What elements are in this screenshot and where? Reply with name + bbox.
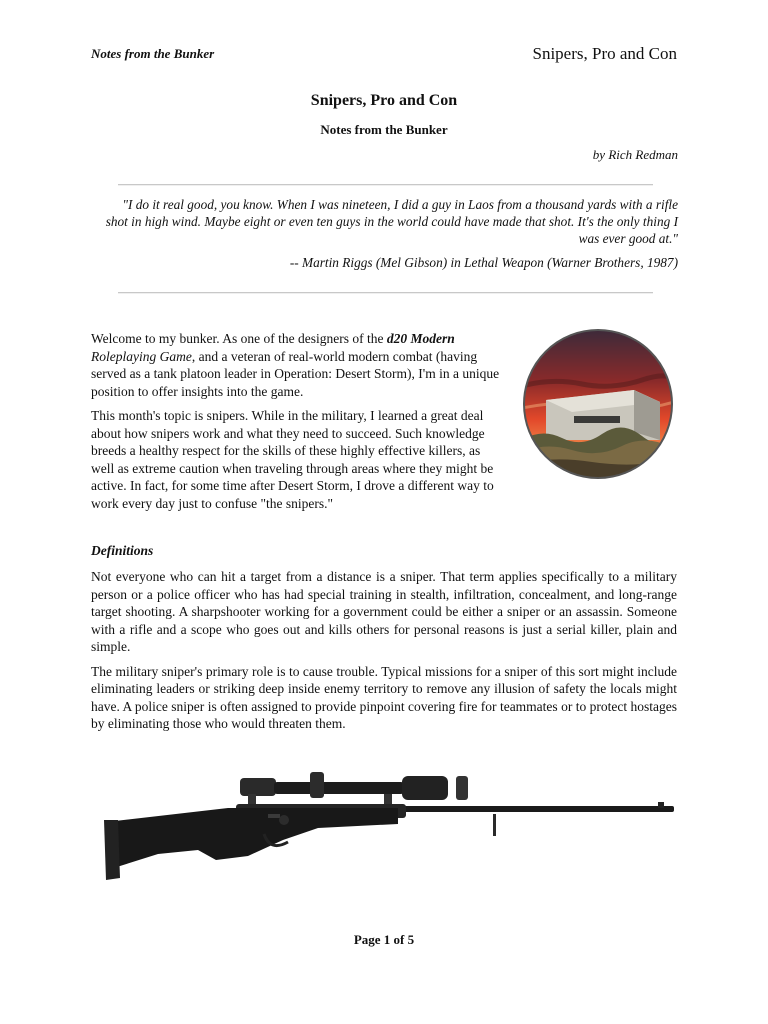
epigraph-quote bbox=[100, 196, 678, 271]
running-header-left: Notes from the Bunker bbox=[91, 46, 215, 61]
bunker-illustration-icon bbox=[522, 328, 674, 480]
sniper-rifle-illustration-icon bbox=[98, 762, 680, 886]
article-subtitle: Notes from the Bunker bbox=[320, 122, 448, 137]
article-title: Snipers, Pro and Con bbox=[310, 92, 458, 109]
quote-text: "I do it real good, you know. When I was nineteen, I did a guy in Laos from a thousand yards with a rifle shot in high wind. Maybe eight or even ten guys in the world could have made that shot. It's the only thing I was ever good at." bbox=[105, 197, 678, 246]
definitions-paragraph-2: The military sniper's primary role is to cause trouble. Typical missions for a sniper of this sort might include eliminating leaders or striking deep inside enemy territory to remove any illusion of safety the locals might have. A police sniper is often assigned to provide pinpoint covering fire for teammates or to protect hostages by eliminating those who would threaten them. bbox=[91, 663, 677, 731]
running-header-right: Snipers, Pro and Con bbox=[532, 44, 677, 63]
definitions-section bbox=[91, 568, 677, 740]
quote-attribution: -- Martin Riggs (Mel Gibson) in Lethal Weapon (Warner Brothers, 1987) bbox=[289, 255, 678, 270]
definitions-paragraph-1: Not everyone who can hit a target from a distance is a sniper. That term applies specifically to a military person or a police officer who has had special training in stealth, infiltration, concealment, and long-range target shooting. A sharpshooter working for a government could be either a sniper or an assassin. Someone with a rifle and a scope who goes out and kills others for personal reasons is just a serial killer, plain and simple. bbox=[91, 569, 677, 654]
article-byline: by Rich Redman bbox=[592, 147, 678, 162]
quote-top-rule bbox=[118, 184, 653, 186]
game-title-rest: Roleplaying Game bbox=[91, 348, 192, 364]
page-number: Page 1 of 5 bbox=[353, 932, 415, 947]
intro-paragraph-2: This month's topic is snipers. While in the military, I learned a great deal about how snipers work and what they need to succeed. Such knowledge breeds a healthy respect for the skills of these highly effective killers, as well as extreme caution when traveling through areas where they might be active. In fact, for some time after Desert Storm, I drove a different way to work every day just to confuse "the snipers." bbox=[91, 408, 494, 511]
intro-paragraph-1: Welcome to my bunker. As one of the designers of the d20 Modern Roleplaying Game, and a veteran of real-world modern combat (having served as a tank platoon leader in Operation: Desert Storm), I'm in a unique position to offer insights into the game. bbox=[91, 331, 500, 399]
game-title-bold: d20 Modern bbox=[386, 331, 455, 346]
quote-bottom-rule bbox=[118, 292, 653, 294]
definitions-heading: Definitions bbox=[91, 543, 154, 558]
